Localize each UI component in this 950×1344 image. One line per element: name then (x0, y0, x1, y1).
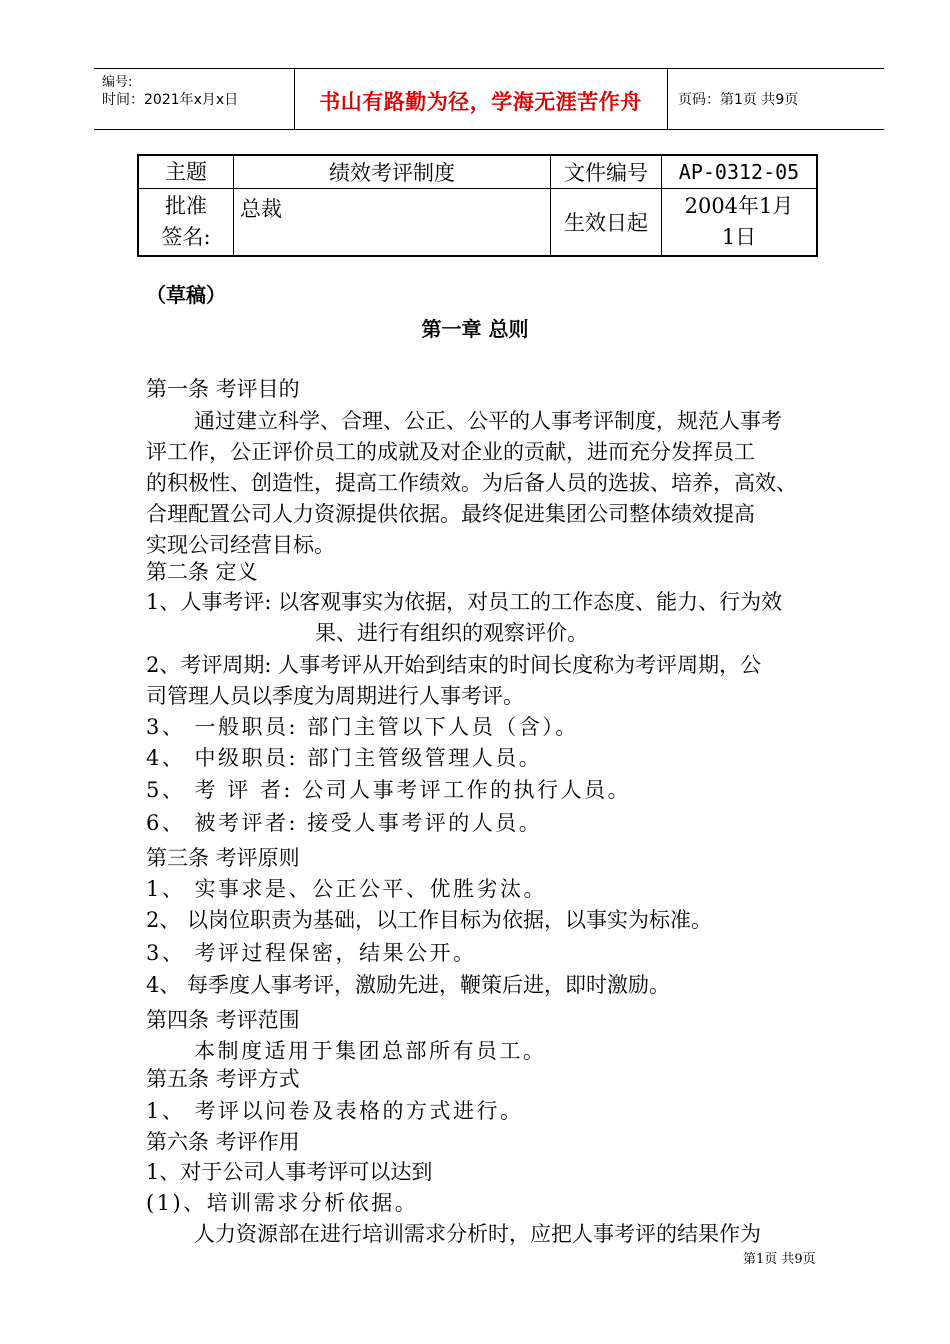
principle-item: 2、 以岗位职责为基础，以工作目标为依据，以事实为标准。 (146, 908, 713, 932)
effective-value-line: 2004年1月 (684, 194, 794, 218)
doc-no-label: 文件编号 (551, 155, 662, 189)
document-time: 时间：2021年x月x日 (102, 92, 239, 108)
header-motto: 书山有路勤为径，学海无涯苦作舟 (319, 90, 642, 114)
article-heading: 第二条 定义 (146, 560, 258, 584)
principle-item: 1、 实事求是、公正公平、优胜劣汰。 (146, 877, 548, 901)
definition-item: 4、 中级职员: 部门主管级管理人员。 (146, 746, 543, 770)
effect-item: 1、对于公司人事考评可以达到 (146, 1160, 433, 1184)
table-row (138, 155, 817, 189)
approve-label (138, 189, 234, 257)
article-heading: 第四条 考评范围 (146, 1008, 300, 1032)
article-heading: 第一条 考评目的 (146, 377, 300, 401)
subject-value: 绩效考评制度 (234, 155, 551, 189)
page-footer: 第1页 共9页 (743, 1252, 816, 1267)
body-line: 评工作，公正评价员工的成就及对企业的贡献，进而充分发挥员工 (146, 440, 755, 464)
header-divider (667, 69, 668, 129)
article-heading: 第六条 考评作用 (146, 1130, 300, 1154)
effect-subitem: (1)、培训需求分析依据。 (146, 1191, 419, 1215)
body-line: 本制度适用于集团总部所有员工。 (194, 1039, 547, 1063)
article-heading: 第三条 考评原则 (146, 846, 300, 870)
page-header (94, 68, 884, 130)
body-line: 人力资源部在进行培训需求分析时，应把人事考评的结果作为 (194, 1222, 761, 1246)
document-info-table (137, 154, 818, 257)
body-line: 实现公司经营目标。 (146, 533, 335, 557)
principle-item: 4、 每季度人事考评，激励先进，鞭策后进，即时激励。 (146, 973, 671, 997)
effective-label: 生效日起 (551, 189, 662, 257)
document-number-label: 编号: (102, 75, 133, 90)
chapter-title: 第一章 总则 (421, 317, 529, 341)
subject-label: 主题 (138, 155, 234, 189)
definition-item: 2、考评周期: 人事考评从开始到结束的时间长度称为考评周期，公 (146, 653, 762, 677)
definition-item: 5、 考 评 者: 公司人事考评工作的执行人员。 (146, 778, 632, 802)
definition-item: 6、 被考评者: 接受人事考评的人员。 (146, 811, 543, 835)
doc-no-value: AP-0312-05 (662, 155, 818, 189)
approve-value: 总裁 (234, 189, 551, 257)
header-page-info: 页码：第1页 共9页 (678, 92, 799, 108)
approve-label-line: 批准 (165, 194, 207, 218)
definition-item: 1、人事考评: 以客观事实为依据，对员工的工作态度、能力、行为效 (146, 590, 783, 614)
body-line: 合理配置公司人力资源提供依据。最终促进集团公司整体绩效提高 (146, 502, 755, 526)
approve-label-line: 签名: (161, 225, 211, 249)
definition-item-continued: 果、进行有组织的观察评价。 (315, 621, 588, 645)
definition-item: 3、 一般职员: 部门主管以下人员（含）。 (146, 715, 579, 739)
article-heading: 第五条 考评方式 (146, 1067, 300, 1091)
draft-label: （草稿） (146, 283, 226, 307)
effective-value (662, 189, 818, 257)
definition-item-continued: 司管理人员以季度为周期进行人事考评。 (146, 684, 524, 708)
effective-value-line: 1日 (721, 225, 757, 249)
principle-item: 3、 考评过程保密，结果公开。 (146, 941, 477, 965)
table-row (138, 189, 817, 257)
body-line: 通过建立科学、合理、公正、公平的人事考评制度，规范人事考 (194, 409, 782, 433)
method-item: 1、 考评以问卷及表格的方式进行。 (146, 1099, 524, 1123)
body-line: 的积极性、创造性，提高工作绩效。为后备人员的选拔、培养，高效、 (146, 471, 797, 495)
